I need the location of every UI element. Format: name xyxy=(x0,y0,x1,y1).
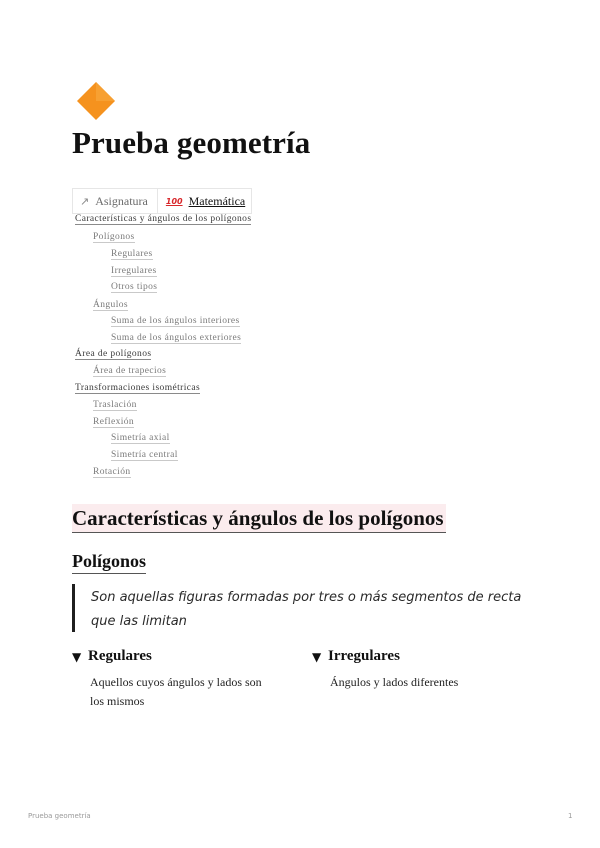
toc-item[interactable]: Reflexión xyxy=(93,417,135,427)
arrow-up-right-icon: ↗ xyxy=(80,194,90,208)
property-key-label: Asignatura xyxy=(95,193,148,208)
orange-diamond-icon xyxy=(76,81,116,121)
toggle-title: Regulares xyxy=(88,648,152,664)
triangle-down-icon[interactable]: ▼ xyxy=(312,649,322,664)
toc-item[interactable]: Área de trapecios xyxy=(93,366,167,376)
hundred-points-icon: 100 xyxy=(165,196,183,206)
toggle-header[interactable] xyxy=(312,648,512,665)
toc-item[interactable]: Ángulos xyxy=(93,300,128,310)
page-title: Prueba geometría xyxy=(72,125,311,160)
footer-title: Prueba geometría xyxy=(28,812,91,820)
property-value[interactable] xyxy=(158,189,251,213)
toc-item[interactable]: Simetría central xyxy=(111,450,178,460)
toc-item[interactable]: Otros tipos xyxy=(111,282,158,292)
toc-item[interactable]: Transformaciones isométricas xyxy=(75,383,201,393)
definition-quote: Son aquellas figuras formadas por tres o más segmentos de recta que las limitan xyxy=(72,584,522,632)
toc-item[interactable]: Simetría axial xyxy=(111,433,170,443)
toc-item[interactable]: Rotación xyxy=(93,467,131,477)
toggle-body: Aquellos cuyos ángulos y lados son los mismos xyxy=(90,675,262,708)
toc-item[interactable]: Características y ángulos de los polígonos xyxy=(75,214,252,224)
triangle-down-icon[interactable]: ▼ xyxy=(72,649,82,664)
property-row xyxy=(72,188,252,214)
toggle-header[interactable] xyxy=(72,648,272,665)
toggle-title: Irregulares xyxy=(328,648,400,664)
toc-item[interactable]: Polígonos xyxy=(93,232,135,242)
toc-item[interactable]: Suma de los ángulos exteriores xyxy=(111,333,242,343)
property-value-label[interactable]: Matemática xyxy=(188,193,246,208)
toggle-regulares[interactable] xyxy=(72,648,272,711)
toc-item[interactable]: Regulares xyxy=(111,249,153,259)
toc-item[interactable]: Irregulares xyxy=(111,266,157,276)
toc-item[interactable]: Traslación xyxy=(93,400,137,410)
property-key xyxy=(73,189,158,213)
subsection-heading: Polígonos xyxy=(72,549,146,574)
toc-item[interactable]: Suma de los ángulos interiores xyxy=(111,316,240,326)
footer-page-number: 1 xyxy=(568,812,573,820)
toggle-irregulares[interactable] xyxy=(312,648,512,692)
toc-item[interactable]: Área de polígonos xyxy=(75,349,152,359)
section-heading: Características y ángulos de los polígonos xyxy=(72,504,446,533)
toggle-body: Ángulos y lados diferentes xyxy=(330,675,459,689)
